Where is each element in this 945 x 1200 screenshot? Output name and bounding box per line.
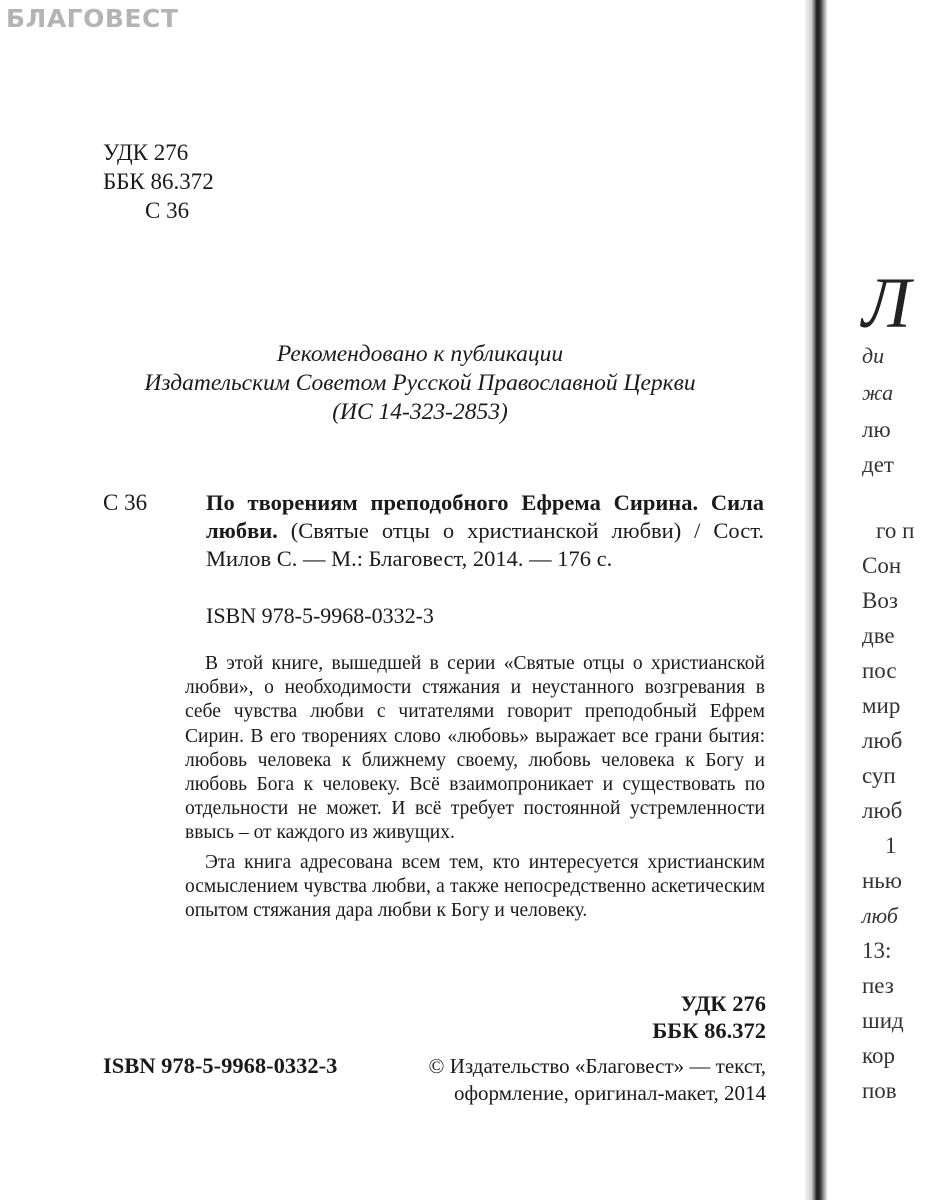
footer-udk: УДК 276	[680, 991, 766, 1016]
recommendation-line-2: Издательским Советом Русской Православной Церкви	[144, 370, 696, 396]
footer-bbk: ББК 86.372	[652, 1018, 766, 1043]
right-page-fragment: нью	[862, 868, 902, 893]
right-page-fragment: жа	[862, 380, 894, 405]
right-page-fragment: мир	[862, 693, 901, 718]
catalog-isbn: ISBN 978-5-9968-0332-3	[206, 603, 434, 628]
right-page-fragment: Л	[862, 263, 911, 343]
classification-codes	[103, 138, 214, 225]
footer-codes	[560, 990, 766, 1044]
right-page-fragment: суп	[862, 763, 896, 788]
recommendation-line-1: Рекомендовано к публикации	[276, 341, 564, 367]
right-page-fragment: го п	[876, 518, 915, 543]
copyright-line-2: оформление, оригинал-макет, 2014	[453, 1081, 766, 1105]
recommendation-line-3: (ИС 14-323-2853)	[332, 399, 508, 425]
abstract-paragraph: В этой книге, вышедшей в серии «Святые отцы о христианской любви», о необходимости стяжания и неустанного возгревания в себе чувства любви с читателями говорит преподобный Ефрем Сирин. В его творениях слово «любовь» выражает все грани бытия: любовь человека к ближнему своему, любовь человека к Богу и любовь Бога к человеку. Всё взаимопроникает и существовать по отдельности не может. И всё требует постоянной устремленности ввысь – от каждого из живущих.	[185, 653, 765, 844]
right-page-fragment: 13:	[862, 938, 892, 963]
right-page-fragment: кор	[862, 1043, 896, 1068]
bbk-code: ББК 86.372	[103, 169, 214, 194]
right-page-fragment: Воз	[862, 588, 898, 613]
right-page-fragment: пов	[862, 1078, 897, 1103]
copyright-line-1: © Издательство «Благовест» — текст,	[428, 1054, 766, 1078]
right-page-fragment: 1	[885, 833, 897, 858]
book-abstract	[185, 652, 765, 923]
catalog-entry	[206, 489, 764, 573]
right-page-fragment: люб	[862, 903, 898, 928]
right-page-fragment: Сон	[862, 553, 902, 578]
right-page-fragment: дет	[862, 452, 894, 477]
right-page-fragment: пос	[862, 658, 897, 683]
right-page-fragment: две	[862, 623, 895, 648]
catalog-details: (Святые отцы о христианской любви) / Сост. Милов С. — М.: Благовест, 2014. — 176 с.	[206, 518, 764, 571]
recommendation-block	[100, 340, 740, 427]
catalog-label: С 36	[103, 490, 148, 515]
publisher-watermark: БЛАГОВЕСТ	[6, 4, 179, 33]
right-page-fragment: люб	[862, 728, 903, 753]
right-page-fragment: шид	[862, 1008, 904, 1033]
right-page-fragment: лю	[862, 417, 891, 442]
book-spine-fold	[805, 0, 827, 1200]
abstract-paragraph: Эта книга адресована всем тем, кто интересуется христианским осмыслением чувства любви, а также непосредственно аскетическим опытом стяжания дара любви к Богу и человеку.	[185, 851, 765, 922]
right-page-fragment: ди	[862, 343, 885, 368]
right-page-fragment: люб	[862, 798, 903, 823]
author-sign: С 36	[145, 198, 190, 223]
udk-code: УДК 276	[103, 140, 189, 165]
right-page-fragment: пез	[862, 973, 894, 998]
footer-isbn: ISBN 978-5-9968-0332-3	[103, 1053, 338, 1078]
copyright-notice	[420, 1053, 766, 1107]
catalog-title: По творениям преподобного Ефрема Сирина. Сила любви.	[206, 490, 764, 543]
